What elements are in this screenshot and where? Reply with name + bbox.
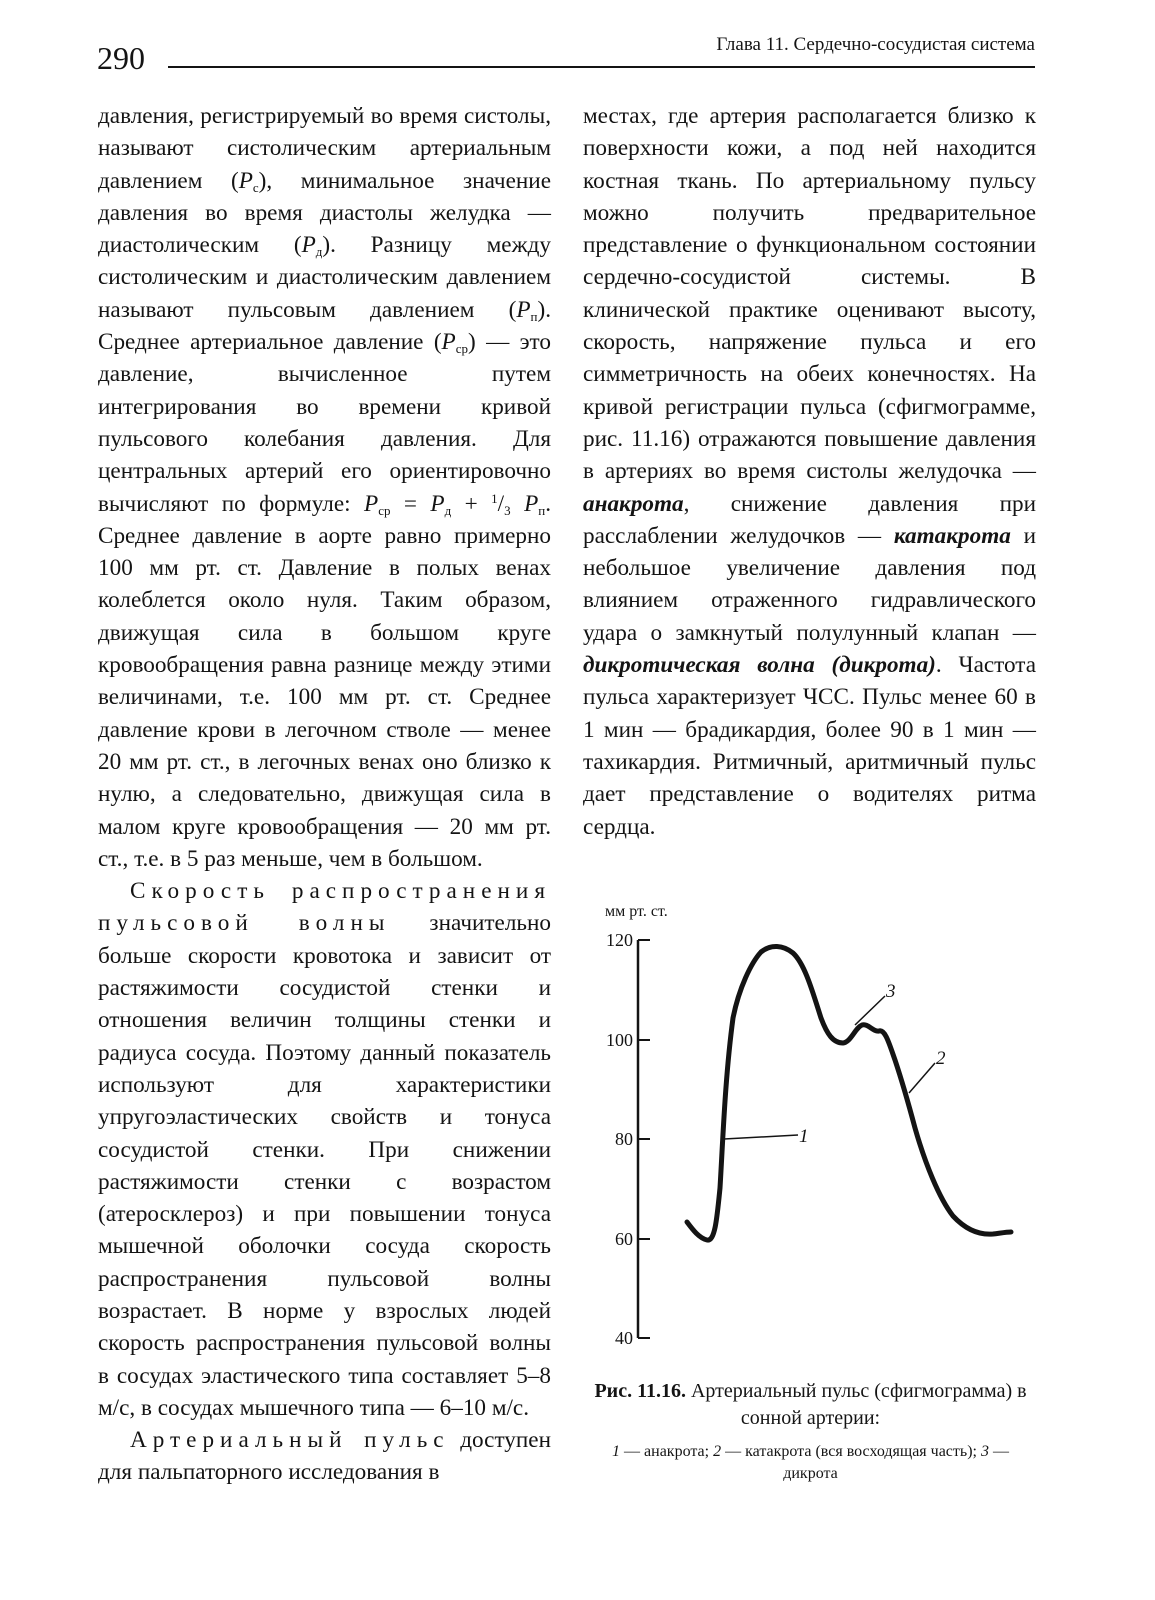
paragraph-pulse-wave-speed: Скорость распространения пульсовой волны значительно больше скорости кровотока и зависит от растяжимости сосудистой стенки и отношения величин толщины стенки и радиуса сосуда. Поэтому данный показатель используют для характеристики упругоэластических свойств и тонуса сосудистой стенки. При снижении растяжимости стенки с возрастом (атеросклероз) и при повышении тонуса мышечной оболочки сосуда скорость распространения пульсовой волны возрастает. В норме у взрослых людей скорость распространения пульсовой волны в сосудах эластического типа составляет 5–8 м/с, в сосудах мышечного типа — 6–10 м/с. xyxy=(98,878,551,1421)
tick-label-60: 60 xyxy=(615,1229,633,1249)
figure-caption: Рис. 11.16. Артериальный пульс (сфигмограмма) в сонной артерии: xyxy=(594,1380,1027,1429)
right-column xyxy=(583,100,1036,843)
sphygmogram-svg xyxy=(583,898,1038,1398)
tick-label-40: 40 xyxy=(615,1328,633,1348)
label-1: 1 xyxy=(799,1126,809,1147)
label-2: 2 xyxy=(936,1048,946,1069)
chapter-title: Глава 11. Сердечно-сосудистая система xyxy=(716,34,1035,55)
left-column xyxy=(98,100,551,1489)
header-rule xyxy=(168,66,1035,68)
mean-pressure-formula: $P_{ср} = P_д + ^1/_3$ $P_п$ xyxy=(364,490,546,518)
leader-line-3 xyxy=(855,996,885,1025)
page-number: 290 xyxy=(97,40,145,76)
leader-line-2 xyxy=(909,1063,935,1093)
leader-line-1 xyxy=(724,1135,798,1139)
pulse-curve xyxy=(687,946,1011,1240)
sphygmogram-figure xyxy=(583,898,1038,1398)
tick-label-100: 100 xyxy=(606,1030,633,1050)
tick-label-120: 120 xyxy=(606,930,633,950)
figure-legend: 1 — анакрота; 2 — катакрота (вся восходящая часть); 3 — дикрота xyxy=(612,1443,1009,1482)
paragraph-arterial-pulse: Артериальный пульс доступен для пальпаторного исследования в xyxy=(98,1427,551,1486)
y-axis-unit: мм рт. ст. xyxy=(605,903,668,920)
paragraph-pulse-description: местах, где артерия располагается близко к поверхности кожи, а под ней находится костная ткань. По артериальному пульсу можно получить предварительное представление о функциональном состоянии сердечно-сосудистой системы. В клинической практике оценивают высоту, скорость, напряжение пульса и его симметричность на обеих конечностях. На кривой регистрации пульса (сфигмограмме, рис. 11.16) отражаются повышение давления в артериях во время систолы желудочка — анакрота, снижение давления при расслаблении желудочков — катакрота и небольшое увеличение давления под влиянием отраженного гидравлического удара о замкнутый полулунный клапан — дикротическая волна (дикрота). Частота пульса характеризует ЧСС. Пульс менее 60 в 1 мин — брадикардия, более 90 в 1 мин — тахикардия. Ритмичный, аритмичный пульс дает представление о водителях ритма сердца. xyxy=(583,103,1036,840)
tick-label-80: 80 xyxy=(615,1129,633,1149)
label-3: 3 xyxy=(886,981,896,1002)
paragraph-pressure: давления, регистрируемый во время систолы, называют систолическим артериальным давлением $(P_с)$, минимальное значение давления во время диастолы желудка — диастолическим $(P_д)$. Разницу между систолическим и диастолическим давлением называют пульсовым давлением $(P_п)$. Среднее артериальное давление $(P_{ср})$ — это давление, вычисленное путем интегрирования во времени кривой пульсового колебания давления. Для центральных артерий его ориентировочно вычисляют по формуле: $P_{ср} = P_д + ^1/_3$ $P_п$. Среднее давление в аорте равно примерно 100 мм рт. ст. Давление в полых венах колеблется около нуля. Таким образом, движущая сила в большом круге кровообращения равна разнице между этими величинами, т.е. 100 мм рт. ст. Среднее давление крови в легочном стволе — менее 20 мм рт. ст., в легочных венах оно близко к нулю, а следовательно, движущая сила в малом круге кровообращения — 20 мм рт. ст., т.е. в 5 раз меньше, чем в большом. xyxy=(98,103,551,872)
